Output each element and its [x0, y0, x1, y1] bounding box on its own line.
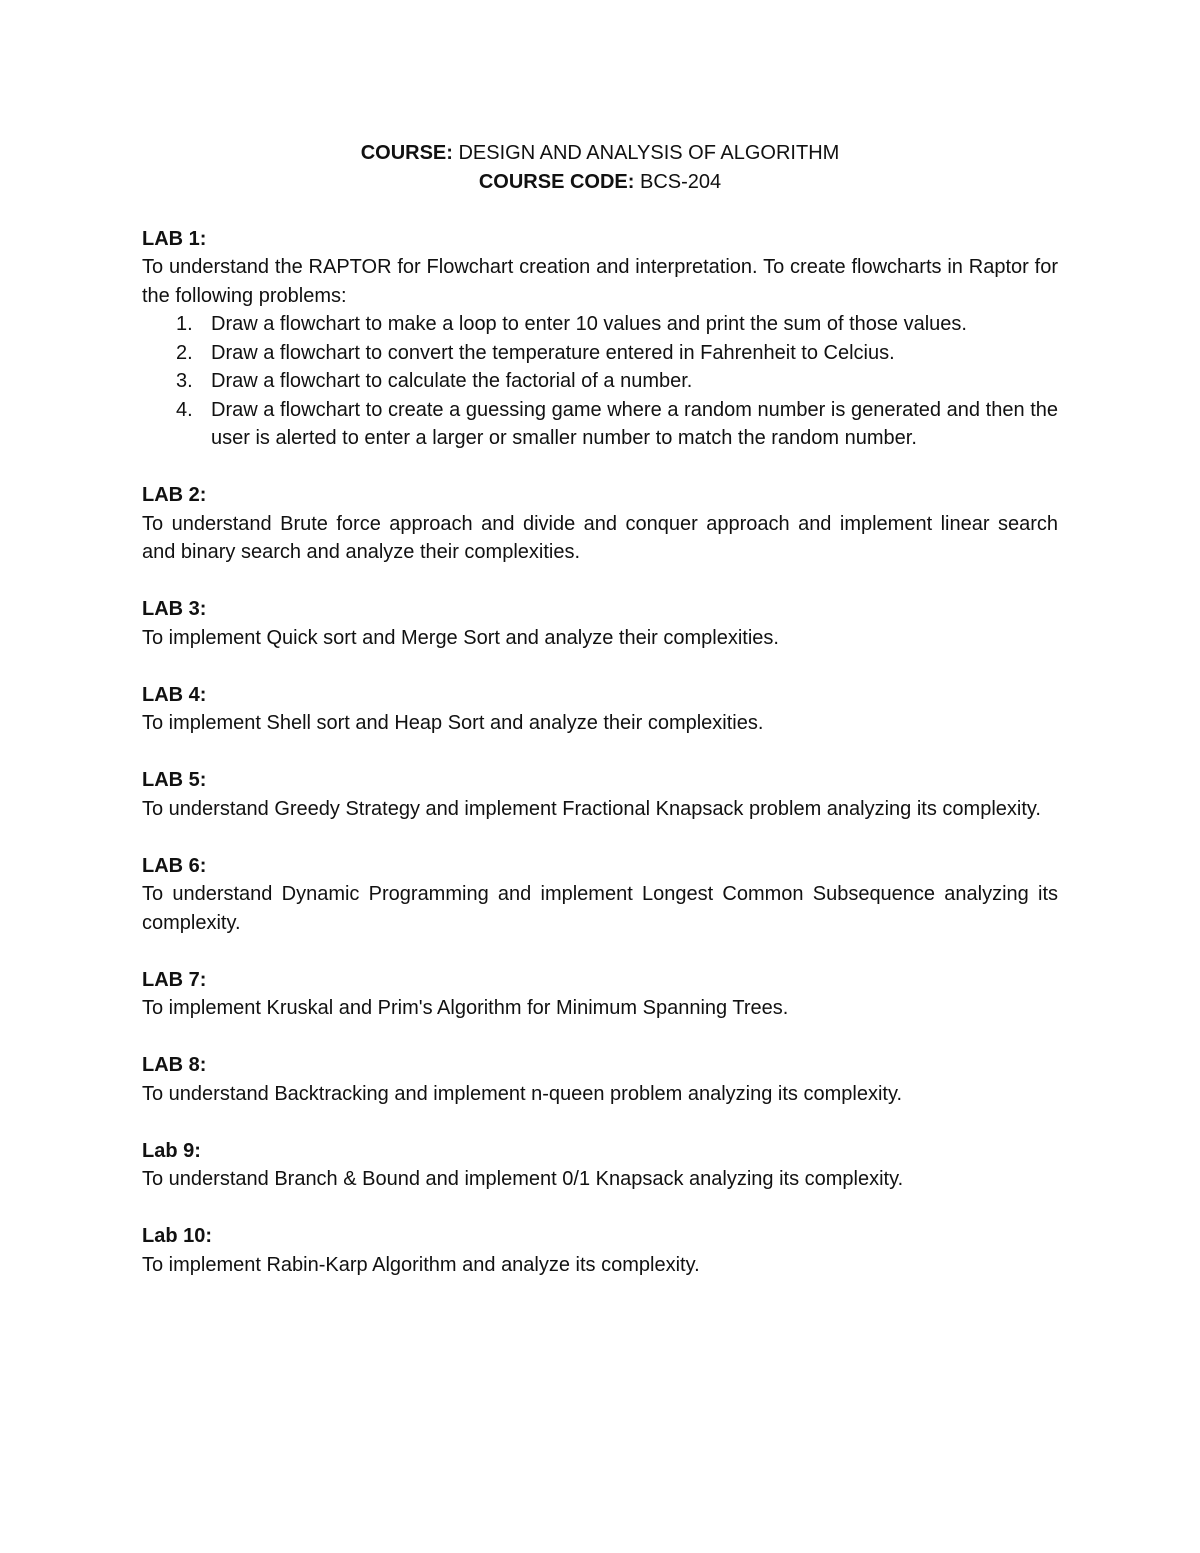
lab-section — [142, 766, 1058, 823]
lab-section — [142, 595, 1058, 652]
lab-description: To implement Rabin-Karp Algorithm and analyze its complexity. — [142, 1253, 700, 1276]
lab-description: To understand Brute force approach and divide and conquer approach and implement linear search and binary search and analyze their complexities. — [142, 512, 1058, 563]
lab-title: LAB 6: — [142, 854, 207, 877]
problem-item — [142, 367, 1058, 396]
problem-number: 2. — [176, 341, 193, 364]
lab-description: To understand Greedy Strategy and implement Fractional Knapsack problem analyzing its complexity. — [142, 797, 1041, 820]
problem-text: Draw a flowchart to calculate the factorial of a number. — [211, 370, 693, 392]
course-code-line — [142, 168, 1058, 197]
lab-title: LAB 4: — [142, 683, 207, 706]
lab-title: LAB 7: — [142, 968, 207, 991]
problem-number: 3. — [176, 370, 193, 392]
lab-section — [142, 225, 1058, 453]
lab-title: Lab 9: — [142, 1139, 201, 1162]
lab-title: LAB 2: — [142, 484, 207, 506]
problem-text: Draw a flowchart to make a loop to enter 10 values and print the sum of those values. — [211, 313, 967, 335]
problem-item — [142, 396, 1058, 453]
problem-text: Draw a flowchart to convert the temperature entered in Fahrenheit to Celcius. — [211, 341, 895, 364]
problem-text: Draw a flowchart to create a guessing game where a random number is generated and then the user is alerted to enter a larger or smaller number to match the random number. — [211, 398, 1058, 449]
lab-section — [142, 1137, 1058, 1194]
lab-description: To implement Quick sort and Merge Sort and analyze their complexities. — [142, 626, 779, 649]
lab-description: To understand Backtracking and implement n-queen problem analyzing its complexity. — [142, 1082, 903, 1105]
lab-description: To understand Dynamic Programming and implement Longest Common Subsequence analyzing its complexity. — [142, 883, 1058, 934]
lab-title: LAB 8: — [142, 1054, 207, 1076]
lab-description: To understand the RAPTOR for Flowchart creation and interpretation. To create flowcharts in Raptor for the following problems: — [142, 256, 1058, 307]
problem-number: 4. — [176, 398, 193, 421]
lab-title: LAB 3: — [142, 598, 207, 620]
lab-description: To understand Branch & Bound and implement 0/1 Knapsack analyzing its complexity. — [142, 1168, 904, 1190]
lab-section — [142, 681, 1058, 738]
lab-section — [142, 852, 1058, 938]
course-header — [142, 139, 1058, 196]
problem-number: 1. — [176, 313, 193, 335]
lab-title: LAB 1: — [142, 227, 207, 250]
problem-item — [142, 339, 1058, 368]
lab-title: LAB 5: — [142, 769, 207, 791]
lab-description: To implement Kruskal and Prim's Algorithm for Minimum Spanning Trees. — [142, 997, 789, 1019]
lab-section — [142, 1222, 1058, 1279]
lab-description: To implement Shell sort and Heap Sort and analyze their complexities. — [142, 712, 764, 734]
lab-section — [142, 1051, 1058, 1108]
course-label: COURSE: — [360, 142, 453, 164]
lab-section — [142, 481, 1058, 567]
course-name: DESIGN AND ANALYSIS OF ALGORITHM — [452, 142, 840, 164]
course-code: BCS-204 — [634, 170, 722, 193]
problem-list — [142, 310, 1058, 453]
lab-title: Lab 10: — [142, 1225, 213, 1247]
course-title-line — [142, 139, 1058, 168]
problem-item — [142, 310, 1058, 339]
document-page — [142, 139, 1058, 1279]
course-code-label: COURSE CODE: — [478, 170, 635, 193]
lab-section — [142, 966, 1058, 1023]
